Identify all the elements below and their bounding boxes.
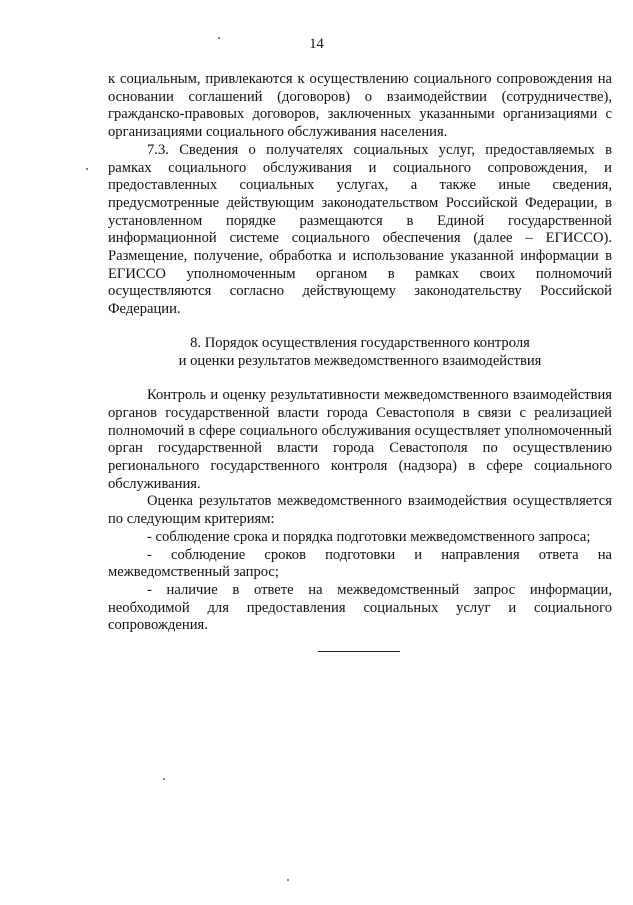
criterion-item: - соблюдение сроков подготовки и направления ответа на межведомственный запрос;: [108, 546, 612, 581]
end-of-document-rule: [318, 651, 400, 652]
page-number: 14: [309, 36, 324, 52]
scan-speck: [163, 778, 165, 780]
scan-speck: [218, 37, 220, 39]
section-8-heading-line-1: 8. Порядок осуществления государственного контроля: [190, 334, 530, 351]
paragraph-assessment: Оценка результатов межведомственного взаимодействия осуществляется по следующим критериям:: [108, 493, 612, 528]
section-8-heading-line-2: и оценки результатов межведомственного взаимодействия: [178, 352, 542, 369]
document-body: [108, 71, 612, 635]
section-8-heading: [108, 335, 612, 370]
paragraph-intro: к социальным, привлекаются к осуществлению социального сопровождения на основании соглашений (договоров) о взаимодействии (сотрудничестве), гражданско-правовых договоров, заключенных указанными организациями с организациями социального обслуживания населения.: [108, 71, 612, 141]
paragraph-control: Контроль и оценку результативности межведомственного взаимодействия органов государственной власти города Севастополя в связи с реализацией полномочий в сфере социального обслуживания осуществляет уполномоченный орган государственной власти города Севастополя по осуществлению регионального государственного контроля (надзора) в сфере социального обслуживания.: [108, 387, 612, 492]
paragraph-7-3: 7.3. Сведения о получателях социальных услуг, предоставляемых в рамках социального обслуживания и социального сопровождения, и предоставленных социальных услугах, а также иные сведения, предусмотренные действующим законодательством Российской Федерации, в установленном порядке размещаются в Единой государственной информационной системе социального обеспечения (далее – ЕГИССО). Размещение, получение, обработка и использование указанной информации в ЕГИССО уполномоченным органом в рамках своих полномочий осуществляются согласно действующему законодательству Российской Федерации.: [108, 141, 612, 318]
scan-speck: [86, 168, 88, 170]
scan-speck: [287, 879, 289, 881]
criterion-item: - наличие в ответе на межведомственный запрос информации, необходимой для предоставления социальных услуг и социального сопровождения.: [108, 581, 612, 634]
criterion-item: - соблюдение срока и порядка подготовки межведомственного запроса;: [147, 528, 591, 545]
